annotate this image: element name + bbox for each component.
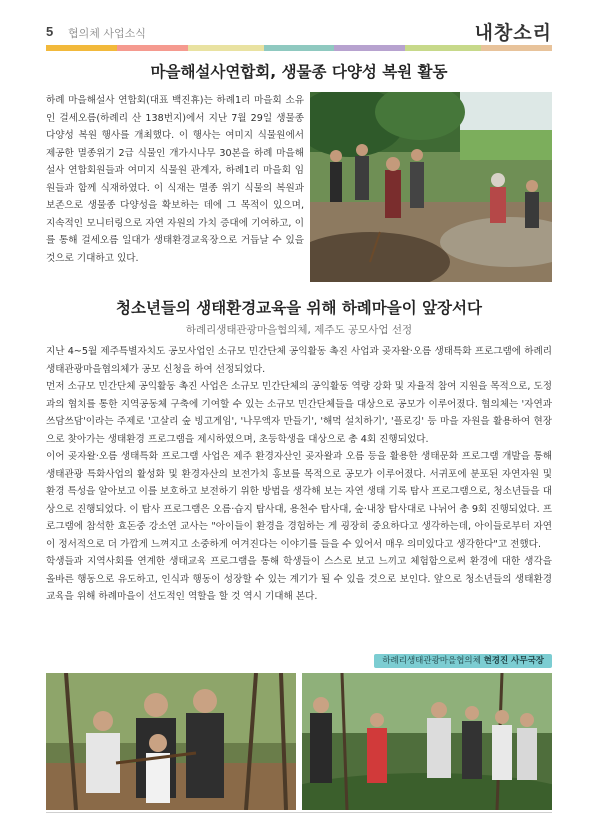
page-number: 5 (46, 24, 54, 39)
color-stripe (46, 45, 552, 51)
article2-paragraph: 이어 곶자왈·오름 생태특화 프로그램 사업은 제주 환경자산인 곶자왈과 오름 등을 활용한 생태문화 프로그램 개발을 통해 생태관광 특화사업의 활성화 및 환경자산의 보전가치 홍보를 목적으로 공모가 이루어졌다. 서귀포에 분포된 자연자원 및 환경 특성을 알아보고 이를 보호하고 보전하기 위한 방법을 생각해 보는 자연 생태 기록 탐사 프로그램으로, 청소년들을 대상으로 진행되었다. 이 탐사 프로그램은 오름·습지 탐사대, 용천수 탐사대, 숲·내창 탐사대로 나뉘어 총 9회 진행되었다. 프로그램에 참석한 효돈중 강소연 교사는 "아이들이 환경을 경험하는 게 굉장히 중요하다고 생각하는데, 아이들로부터 자연이 정서적으로 더 가깝게 느껴지고 소중하게 여겨진다는 이야기를 들을 수 있어서 매우 의미있다고 생각한다"고 전했다. (46, 451, 552, 550)
students-forest-photo (46, 673, 296, 810)
article2-body (46, 343, 552, 606)
page-header (0, 0, 600, 54)
article1-body: 하례 마을해설사 연합회(대표 백진휴)는 하례1리 마을회 소유인 걸세오름(하례리 산 138번지)에서 지난 7월 29일 생물종 다양성 복원 행사를 개최했다. 이 행사는 여미지 식물원에서 제공한 멸종위기 2급 식물인 개가시나무 30본을 하례 마을해설사 연합회원들과 여미지 식물원 관계자, 하례1리 마을회 임원들과 함께 식재하였다. 이 식재는 멸종 위기 식물의 복원과 보존으로 생물종 다양성을 확보하는 데에 그 목적이 있으며, 지속적인 모니터링으로 자연 자원의 가치 증대에 기여하고, 이를 통해 걸세오름 일대가 생태환경교육장으로 거듭날 수 있을 것으로 기대하고 있다. (46, 95, 304, 264)
credit-name: 현경진 사무국장 (483, 656, 544, 666)
planting-activity-photo (310, 92, 552, 282)
article1-title: 마을해설사연합회, 생물종 다양성 복원 활동 (150, 63, 448, 81)
article2-subtitle: 하례리생태관광마을협의체, 제주도 공모사업 선정 (185, 324, 413, 336)
article2-paragraph: 학생들과 지역사회를 연계한 생태교육 프로그램을 통해 학생들이 스스로 보고 느끼고 체험함으로써 환경에 대한 생각을 올바른 행동으로 유도하고, 인식과 행동이 성장할 수 있는 계기가 될 수 있을 것으로 보인다. 앞으로 청소년들의 생태환경교육을 위해 하례마을이 선도적인 역할을 할 것 역시 기대해 본다. (46, 556, 552, 602)
stripe-segment (264, 45, 335, 51)
stripe-segment (46, 45, 117, 51)
stripe-segment (481, 45, 552, 51)
magazine-logo: 내창소리 (474, 22, 552, 44)
section-name: 협의체 사업소식 (68, 27, 146, 40)
stripe-segment (117, 45, 188, 51)
bottom-divider (46, 812, 552, 813)
stripe-segment (334, 45, 405, 51)
article2-paragraph: 지난 4~5월 제주특별자치도 공모사업인 소규모 민간단체 공익활동 촉진 사업과 곶자왈·오름 생태특화 프로그램에 하례리생태관광마을협의체가 공모 신청을 하여 선정되었다. (46, 346, 552, 375)
credit-org: 하례리생태관광마을협의체 (382, 656, 484, 666)
article2-paragraph: 먼저 소규모 민간단체 공익활동 촉진 사업은 소규모 민간단체의 공익활동 역량 강화 및 자율적 참여 지원을 목적으로, 도정과의 협치를 통한 지역공동체 구축에 기여할 수 있는 소규모 민간단체들을 대상으로 공모가 이루어졌다. 협의체는 '자연과 쓰담쓰담'이라는 주제로 '고살리 숲 빙고게임', '나무액자 만들기', '해먹 설치하기', '플로깅' 등 마을 자원을 활용하여 현장으로 찾아가는 생태환경 프로그램을 제시하였으며, 초등학생을 대상으로 총 4회 진행되었다. (46, 381, 552, 445)
author-credit (374, 654, 552, 668)
article2-title: 청소년들의 생태환경교육을 위해 하례마을이 앞장서다 (116, 299, 482, 317)
stripe-segment (188, 45, 264, 51)
students-hiking-photo (302, 673, 552, 810)
stripe-segment (405, 45, 481, 51)
